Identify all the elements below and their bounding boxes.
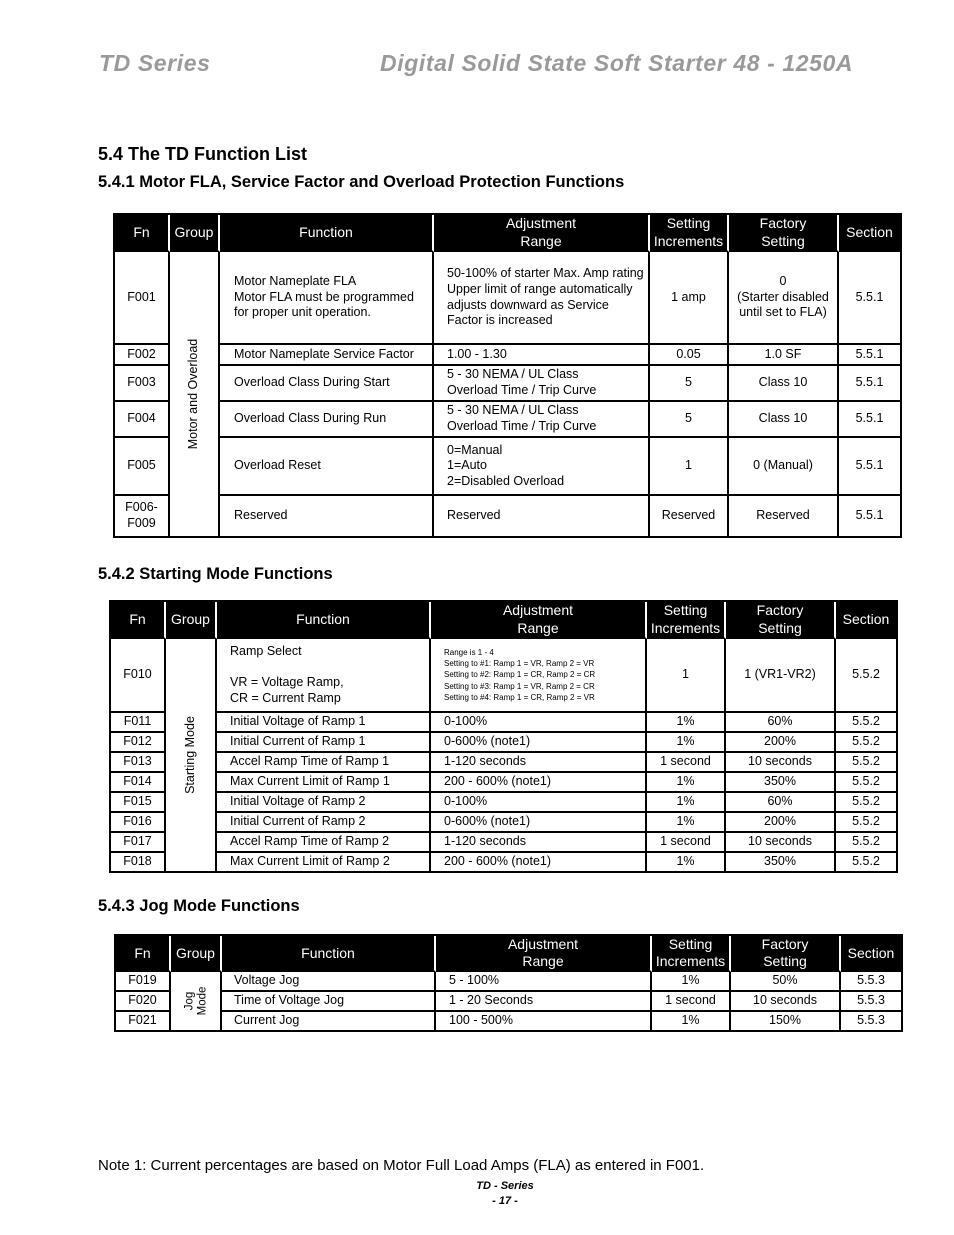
- table-row: F017 Accel Ramp Time of Ramp 2 1-120 seconds 1 second 10 seconds 5.5.2: [111, 833, 898, 853]
- col-setting-increments: Setting Increments: [650, 215, 729, 252]
- col-adjustment-range: Adjustment Range: [431, 602, 647, 639]
- table-row: F010 Starting Mode Ramp Select VR = Voltage Ramp, CR = Current Ramp Range is 1 - 4 Setting to #1: Ramp 1 = VR, Ramp 2 = VR Setting to #2: Ramp 1 = CR, Ramp 2 = CR Setting to #3: Ramp 1 = VR, Ramp 2 = CR Setting to #4: Ramp 1 = CR, Ramp 2 = VR 1 1 (VR1-VR2) 5.5.2: [111, 639, 898, 713]
- footer-page-number: - 17 -: [492, 1195, 518, 1207]
- table-row: F011 Initial Voltage of Ramp 1 0-100% 1% 60% 5.5.2: [111, 713, 898, 733]
- col-setting-increments: Setting Increments: [652, 936, 731, 972]
- footer-series: TD - Series: [476, 1180, 534, 1192]
- group-cell: Starting Mode: [166, 639, 217, 873]
- col-group: Group: [170, 215, 220, 252]
- group-cell: Jog Mode: [171, 972, 222, 1032]
- table-row: F002 Motor Nameplate Service Factor 1.00 - 1.30 0.05 1.0 SF 5.5.1: [115, 345, 902, 366]
- header-series: TD Series: [99, 50, 211, 76]
- table-header-row: [115, 215, 902, 252]
- col-factory-setting: Factory Setting: [726, 602, 836, 639]
- col-function: Function: [217, 602, 431, 639]
- table2-title: 5.4.2 Starting Mode Functions: [98, 565, 333, 583]
- col-fn: Fn: [115, 215, 170, 252]
- table-row: F020 Time of Voltage Jog 1 - 20 Seconds 1 second 10 seconds 5.5.3: [116, 992, 903, 1012]
- col-fn: Fn: [116, 936, 171, 972]
- table-row: F004 Overload Class During Run 5 - 30 NEMA / UL Class Overload Time / Trip Curve 5 Class 10 5.5.1: [115, 402, 902, 438]
- section-title: 5.4 The TD Function List: [98, 144, 308, 164]
- table-row: F013 Accel Ramp Time of Ramp 1 1-120 seconds 1 second 10 seconds 5.5.2: [111, 753, 898, 773]
- table-row: F001 Motor and Overload Motor Nameplate FLA Motor FLA must be programmed for proper unit operation. 50-100% of starter Max. Amp rating Upper limit of range automatically adjusts downward as Service Factor is increased 1 amp 0 (Starter disabled until set to FLA) 5.5.1: [115, 252, 902, 345]
- table-row: F016 Initial Current of Ramp 2 0-600% (note1) 1% 200% 5.5.2: [111, 813, 898, 833]
- table3-title: 5.4.3 Jog Mode Functions: [98, 897, 300, 915]
- table-header-row: [116, 936, 903, 972]
- col-function: Function: [220, 215, 434, 252]
- col-setting-increments: Setting Increments: [647, 602, 726, 639]
- col-fn: Fn: [111, 602, 166, 639]
- col-section: Section: [841, 936, 903, 972]
- col-group: Group: [171, 936, 222, 972]
- col-group: Group: [166, 602, 217, 639]
- col-adjustment-range: Adjustment Range: [436, 936, 652, 972]
- header-title: Digital Solid State Soft Starter 48 - 1250A: [380, 50, 854, 76]
- table1-title: 5.4.1 Motor FLA, Service Factor and Overload Protection Functions: [98, 173, 625, 191]
- group-cell: Motor and Overload: [170, 252, 220, 538]
- col-section: Section: [836, 602, 898, 639]
- table-row: F021 Current Jog 100 - 500% 1% 150% 5.5.3: [116, 1012, 903, 1032]
- table-row: F005 Overload Reset 0=Manual 1=Auto 2=Disabled Overload 1 0 (Manual) 5.5.1: [115, 438, 902, 496]
- note-text: Note 1: Current percentages are based on Motor Full Load Amps (FLA) as entered in F001.: [98, 1157, 705, 1174]
- col-section: Section: [839, 215, 902, 252]
- table-starting-mode: [109, 600, 898, 873]
- table-motor-overload: [113, 213, 902, 538]
- table-jog-mode: [114, 934, 903, 1032]
- table-row: F006- F009 Reserved Reserved Reserved Reserved 5.5.1: [115, 496, 902, 538]
- col-factory-setting: Factory Setting: [731, 936, 841, 972]
- table-row: F014 Max Current Limit of Ramp 1 200 - 600% (note1) 1% 350% 5.5.2: [111, 773, 898, 793]
- table-row: F019 Jog Mode Voltage Jog 5 - 100% 1% 50% 5.5.3: [116, 972, 903, 992]
- table-row: F018 Max Current Limit of Ramp 2 200 - 600% (note1) 1% 350% 5.5.2: [111, 853, 898, 873]
- table-row: F015 Initial Voltage of Ramp 2 0-100% 1% 60% 5.5.2: [111, 793, 898, 813]
- col-adjustment-range: Adjustment Range: [434, 215, 650, 252]
- table-header-row: [111, 602, 898, 639]
- table-row: F012 Initial Current of Ramp 1 0-600% (note1) 1% 200% 5.5.2: [111, 733, 898, 753]
- col-function: Function: [222, 936, 436, 972]
- table-row: F003 Overload Class During Start 5 - 30 NEMA / UL Class Overload Time / Trip Curve 5 Class 10 5.5.1: [115, 366, 902, 402]
- col-factory-setting: Factory Setting: [729, 215, 839, 252]
